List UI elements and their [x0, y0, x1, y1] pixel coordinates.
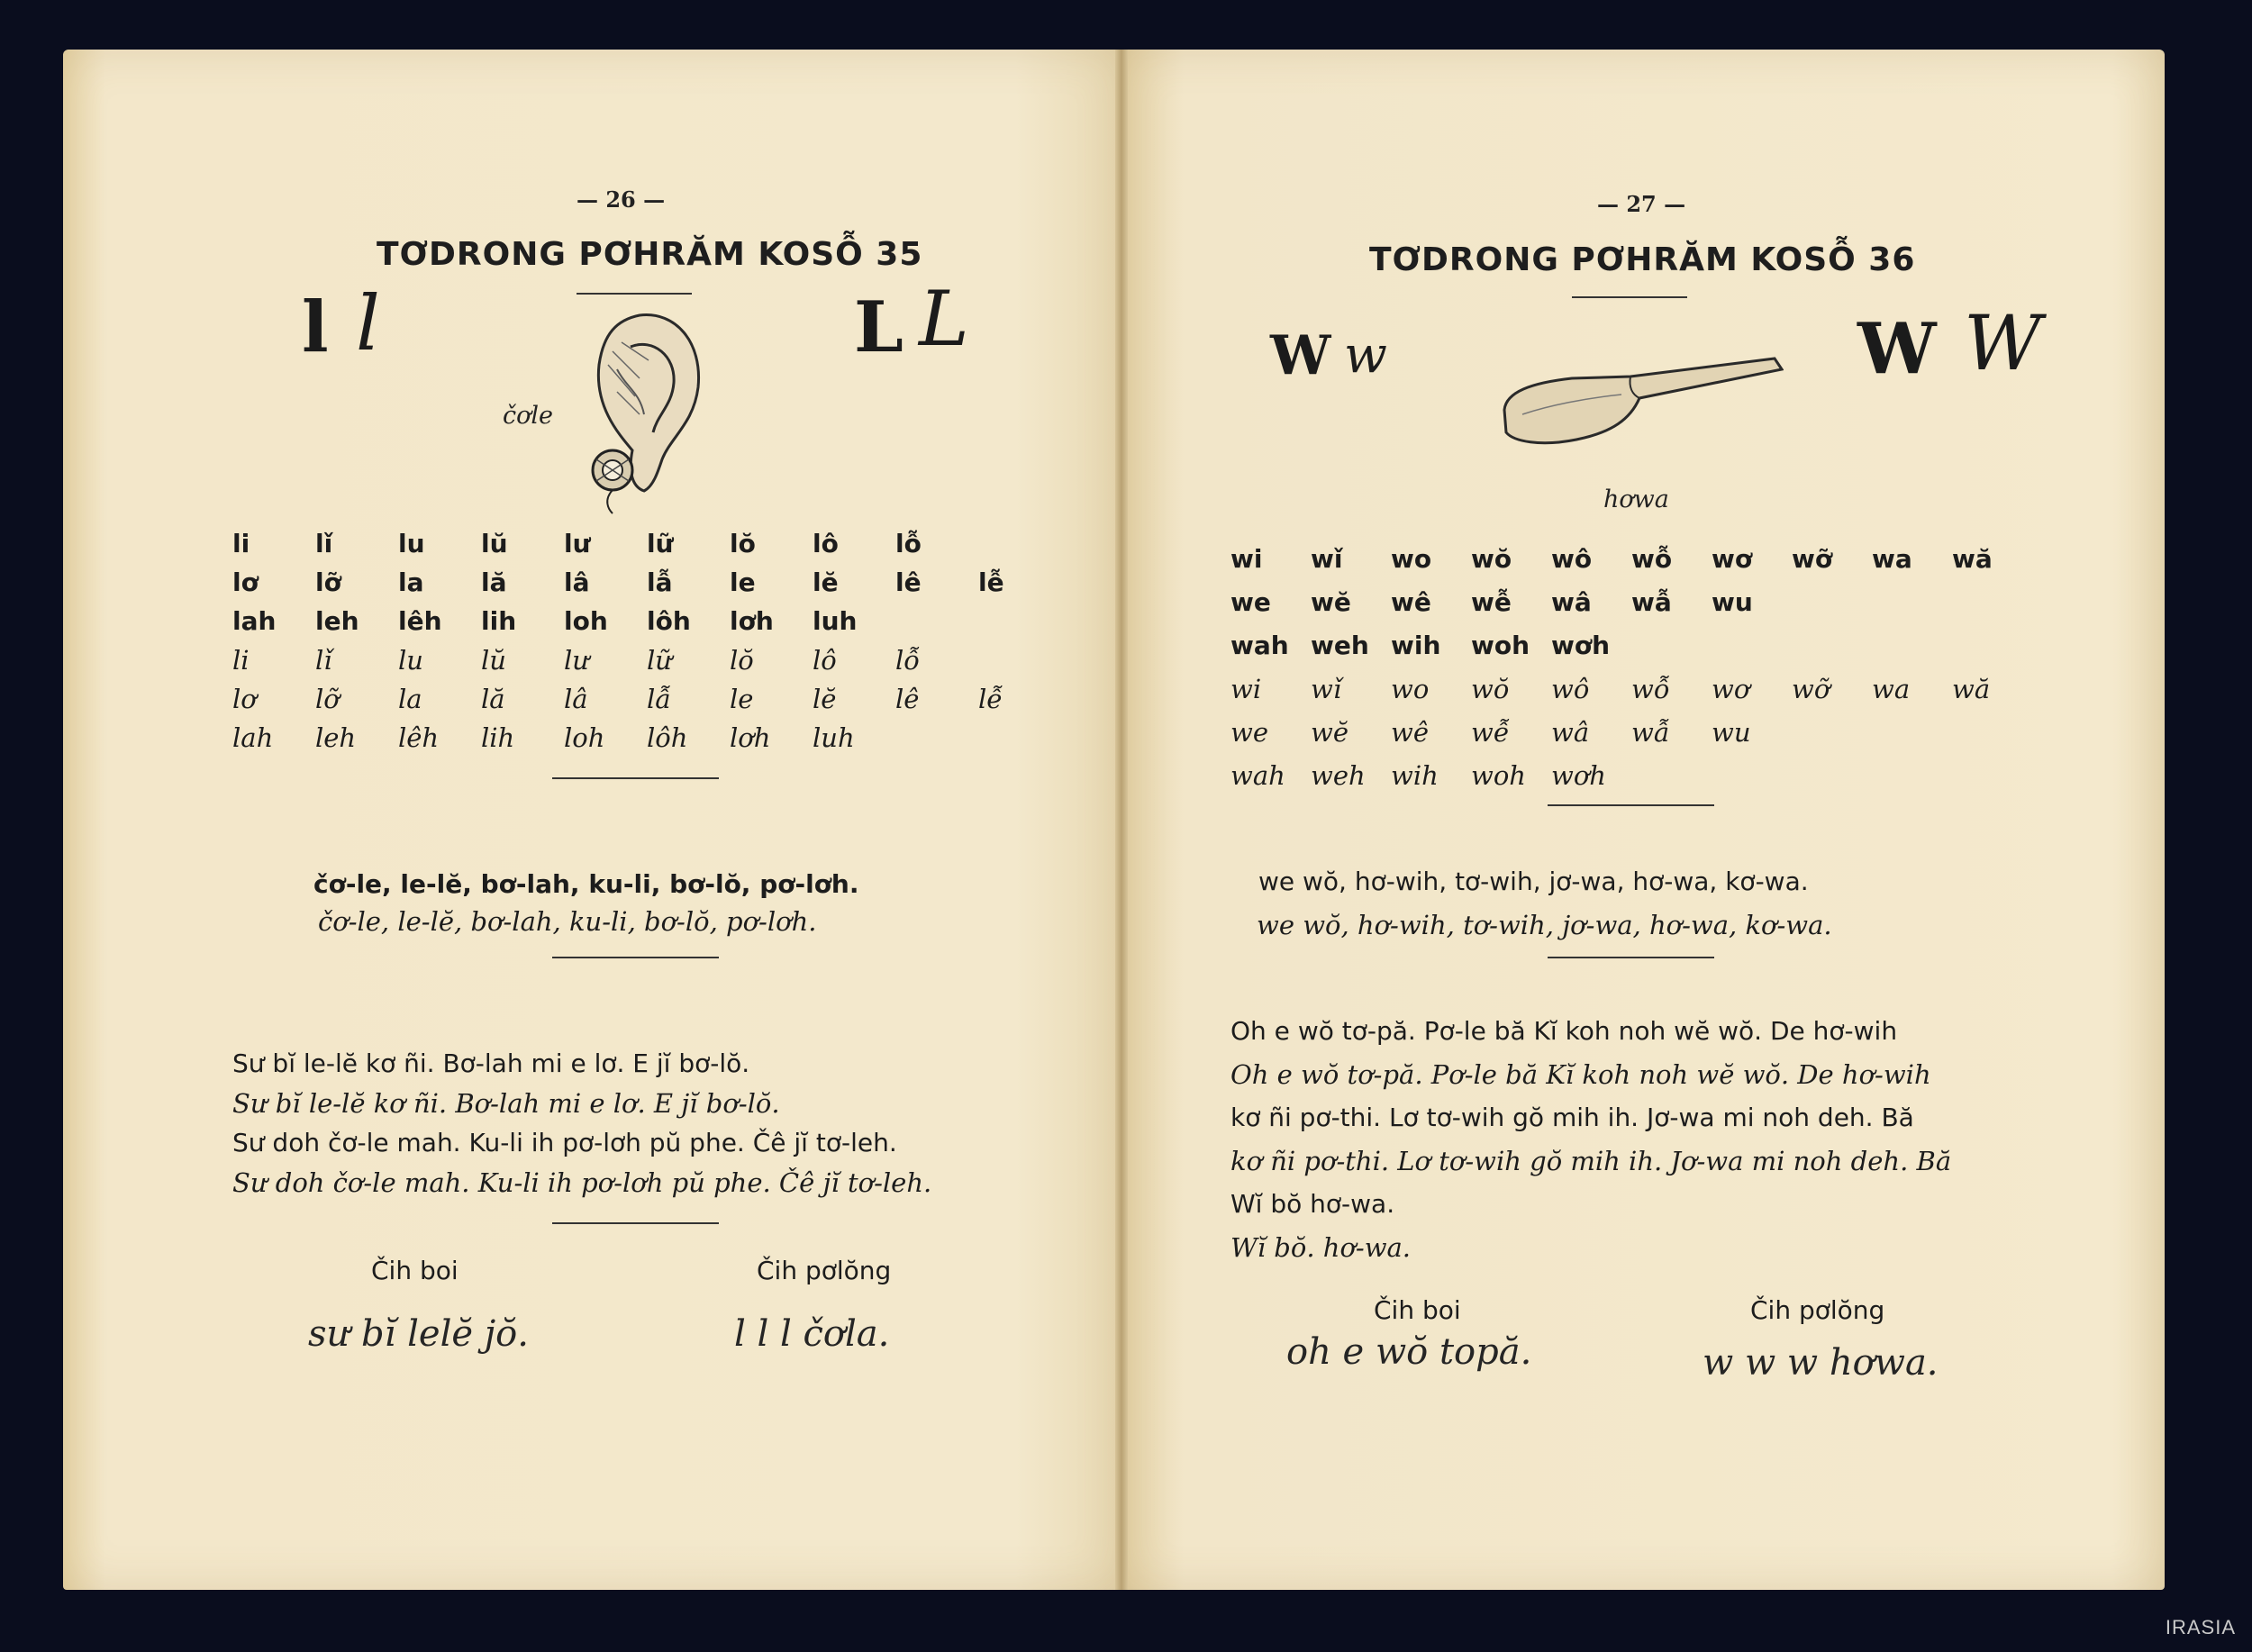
section-divider [552, 777, 719, 779]
syllable: lẫ [647, 567, 673, 597]
sentence-line: Wĭ bŏ. hơ-wa. [1230, 1232, 1412, 1263]
syllable: lŭ [481, 645, 506, 676]
letter-print-lower: W [1270, 324, 1331, 387]
syllable: lỡ [315, 684, 340, 714]
syllable: wẫ [1631, 717, 1670, 748]
syllable: wah [1230, 760, 1285, 791]
syllable: le [730, 567, 756, 597]
syllable: wă [1952, 544, 1993, 574]
letter-print-upper: L [854, 286, 904, 368]
words-regular: we wŏ, hơ-wih, tơ-wih, jơ-wa, hơ-wa, kơ-wa. [1258, 867, 1809, 896]
syllable: woh [1471, 631, 1530, 660]
syllable: wo [1391, 674, 1430, 704]
syllable: la [398, 567, 424, 597]
section-divider [1548, 804, 1714, 806]
words-italic: čơ-le, le-lĕ, bơ-lah, ku-li, bơ-lŏ, pơ-lơh. [318, 906, 817, 937]
sentence-line: Sư doh čơ-le mah. Ku-li ih pơ-lơh pŭ phe. Čê jĭ tơ-leh. [232, 1128, 897, 1157]
syllable: wâ [1551, 717, 1590, 748]
syllable: wi [1230, 544, 1263, 574]
syllable: lu [398, 529, 425, 558]
cih-polong-label: Čih pơlŏng [757, 1256, 892, 1285]
syllable: lah [232, 606, 277, 636]
syllable: wŏ [1471, 544, 1512, 574]
letter-script-upper: L [919, 275, 969, 363]
syllable: lô [813, 529, 839, 558]
page-number: — 26 — [577, 186, 666, 213]
syllable: la [398, 684, 422, 714]
title-underline [577, 293, 692, 295]
syllable: wô [1551, 674, 1590, 704]
syllable: we [1230, 717, 1268, 748]
syllable: wah [1230, 631, 1289, 660]
syllable: lư [564, 529, 591, 558]
syllable: wỡ [1792, 544, 1833, 574]
syllable: wu [1712, 717, 1751, 748]
words-bold: čơ-le, le-lĕ, bơ-lah, ku-li, bơ-lŏ, pơ-lơh. [313, 869, 859, 899]
right-page [1121, 50, 2165, 1590]
syllable: wǐ [1311, 674, 1342, 704]
syllable: lŏ [730, 645, 754, 676]
syllable: lu [398, 645, 423, 676]
syllable: lễ [978, 567, 1004, 597]
syllable: wơh [1551, 631, 1611, 660]
syllable: we [1230, 587, 1271, 617]
syllable: wơ [1712, 544, 1753, 574]
syllable: lŏ [730, 529, 756, 558]
syllable: lă [481, 567, 507, 597]
sentence-line: Sư bĭ le-lĕ kơ ñi. Bơ-lah mi e lơ. E jĭ bơ-lŏ. [232, 1048, 750, 1078]
syllable: loh [564, 606, 608, 636]
letter-script-upper: W [1964, 299, 2042, 387]
syllable: lỗ [895, 645, 921, 676]
image-caption: hơwa [1603, 486, 1669, 513]
letter-print-lower: l [302, 286, 329, 368]
syllable: wĕ [1311, 587, 1351, 617]
handwriting-polong: l l l čơla. [734, 1313, 890, 1355]
syllable: wo [1391, 544, 1432, 574]
syllable: lǐ [315, 529, 333, 558]
paddle-illustration [1495, 342, 1784, 468]
syllable: wŏ [1471, 674, 1510, 704]
letter-print-upper: W [1857, 308, 1937, 390]
syllable: wǐ [1311, 544, 1343, 574]
syllable: lih [481, 606, 517, 636]
syllable: loh [564, 722, 605, 753]
syllable: lah [232, 722, 274, 753]
book-gutter [1115, 50, 1128, 1590]
syllable: wễ [1471, 717, 1510, 748]
sentence-line: Sư bĭ le-lĕ kơ ñi. Bơ-lah mi e lơ. E jĭ bơ-lŏ. [232, 1088, 780, 1119]
syllable: wê [1391, 587, 1431, 617]
syllable: lĕ [813, 684, 837, 714]
lesson-title: TƠDRONG PƠHRĂM KOSỖ 36 [1369, 241, 1916, 278]
syllable: lă [481, 684, 505, 714]
syllable: leh [315, 722, 357, 753]
syllable: wih [1391, 631, 1441, 660]
syllable: wễ [1471, 587, 1512, 617]
syllable: woh [1471, 760, 1526, 791]
syllable: wa [1872, 674, 1911, 704]
syllable: wi [1230, 674, 1262, 704]
syllable: luh [813, 722, 855, 753]
syllable: lư [564, 645, 589, 676]
syllable: lê [895, 684, 920, 714]
ear-illustration [577, 306, 712, 518]
cih-boi-label: Čih boi [1374, 1295, 1461, 1325]
syllable: li [232, 645, 250, 676]
handwriting-boi: oh e wŏ topă. [1286, 1331, 1532, 1373]
section-divider [552, 957, 719, 958]
cih-boi-label: Čih boi [371, 1256, 459, 1285]
cih-polong-label: Čih pơlŏng [1750, 1295, 1885, 1325]
syllable: wâ [1551, 587, 1592, 617]
syllable: lỗ [895, 529, 922, 558]
lesson-title: TƠDRONG PƠHRĂM KOSỖ 35 [377, 236, 923, 273]
syllable: lêh [398, 606, 442, 636]
syllable: lữ [647, 645, 672, 676]
syllable: wĕ [1311, 717, 1348, 748]
syllable: lỡ [315, 567, 341, 597]
title-underline [1572, 296, 1687, 298]
syllable: lôh [647, 722, 688, 753]
sentence-line: Oh e wŏ tơ-pă. Pơ-le bă Kĭ koh noh wĕ wŏ. De hơ-wih [1230, 1059, 1931, 1090]
syllable: lâ [564, 567, 590, 597]
syllable: lĕ [813, 567, 839, 597]
syllable: luh [813, 606, 858, 636]
syllable: weh [1311, 631, 1369, 660]
syllable: lih [481, 722, 515, 753]
syllable: lẫ [647, 684, 672, 714]
syllable: le [730, 684, 754, 714]
syllable: wỗ [1631, 544, 1673, 574]
syllable: lǐ [315, 645, 332, 676]
syllable: lô [813, 645, 837, 676]
syllable: wẫ [1631, 587, 1672, 617]
syllable: lơh [730, 606, 774, 636]
handwriting-boi: sư bĭ lelĕ jŏ. [308, 1313, 529, 1355]
syllable: lâ [564, 684, 588, 714]
syllable: leh [315, 606, 359, 636]
sentence-line: Sư doh čơ-le mah. Ku-li ih pơ-lơh pŭ phe. Čê jĭ tơ-leh. [232, 1167, 932, 1198]
syllable: wô [1551, 544, 1593, 574]
handwriting-polong: w w w hơwa. [1703, 1342, 1939, 1384]
syllable: wỗ [1631, 674, 1670, 704]
syllable: lơ [232, 684, 257, 714]
words-italic: we wŏ, hơ-wih, tơ-wih, jơ-wa, hơ-wa, kơ-wa. [1257, 910, 1832, 940]
watermark: IRASIA [2165, 1616, 2236, 1638]
sentence-line: kơ ñi pơ-thi. Lơ tơ-wih gŏ mih ih. Jơ-wa mi noh deh. Bă [1230, 1103, 1914, 1132]
section-divider [1548, 957, 1714, 958]
page-number: — 27 — [1597, 191, 1686, 217]
syllable: lơ [232, 567, 259, 597]
syllable: wă [1952, 674, 1991, 704]
section-divider [552, 1222, 719, 1224]
syllable: lễ [978, 684, 1003, 714]
syllable: wỡ [1792, 674, 1830, 704]
syllable: wu [1712, 587, 1753, 617]
sentence-line: kơ ñi pơ-thi. Lơ tơ-wih gŏ mih ih. Jơ-wa mi noh deh. Bă [1230, 1146, 1952, 1176]
syllable: wê [1391, 717, 1429, 748]
syllable: lêh [398, 722, 440, 753]
syllable: wih [1391, 760, 1439, 791]
syllable: wơ [1712, 674, 1750, 704]
sentence-line: Wĭ bŏ hơ-wa. [1230, 1189, 1395, 1219]
sentence-line: Oh e wŏ tơ-pă. Pơ-le bă Kĭ koh noh wĕ wŏ. De hơ-wih [1230, 1016, 1898, 1046]
syllable: weh [1311, 760, 1366, 791]
letter-script-lower: l [356, 279, 380, 368]
syllable: wơh [1551, 760, 1606, 791]
syllable: lôh [647, 606, 691, 636]
letter-script-lower: w [1344, 326, 1387, 385]
syllable: lơh [730, 722, 771, 753]
syllable: wa [1872, 544, 1912, 574]
image-caption: čơle [503, 402, 553, 430]
syllable: lê [895, 567, 922, 597]
syllable: li [232, 529, 250, 558]
syllable: lŭ [481, 529, 508, 558]
syllable: lữ [647, 529, 674, 558]
